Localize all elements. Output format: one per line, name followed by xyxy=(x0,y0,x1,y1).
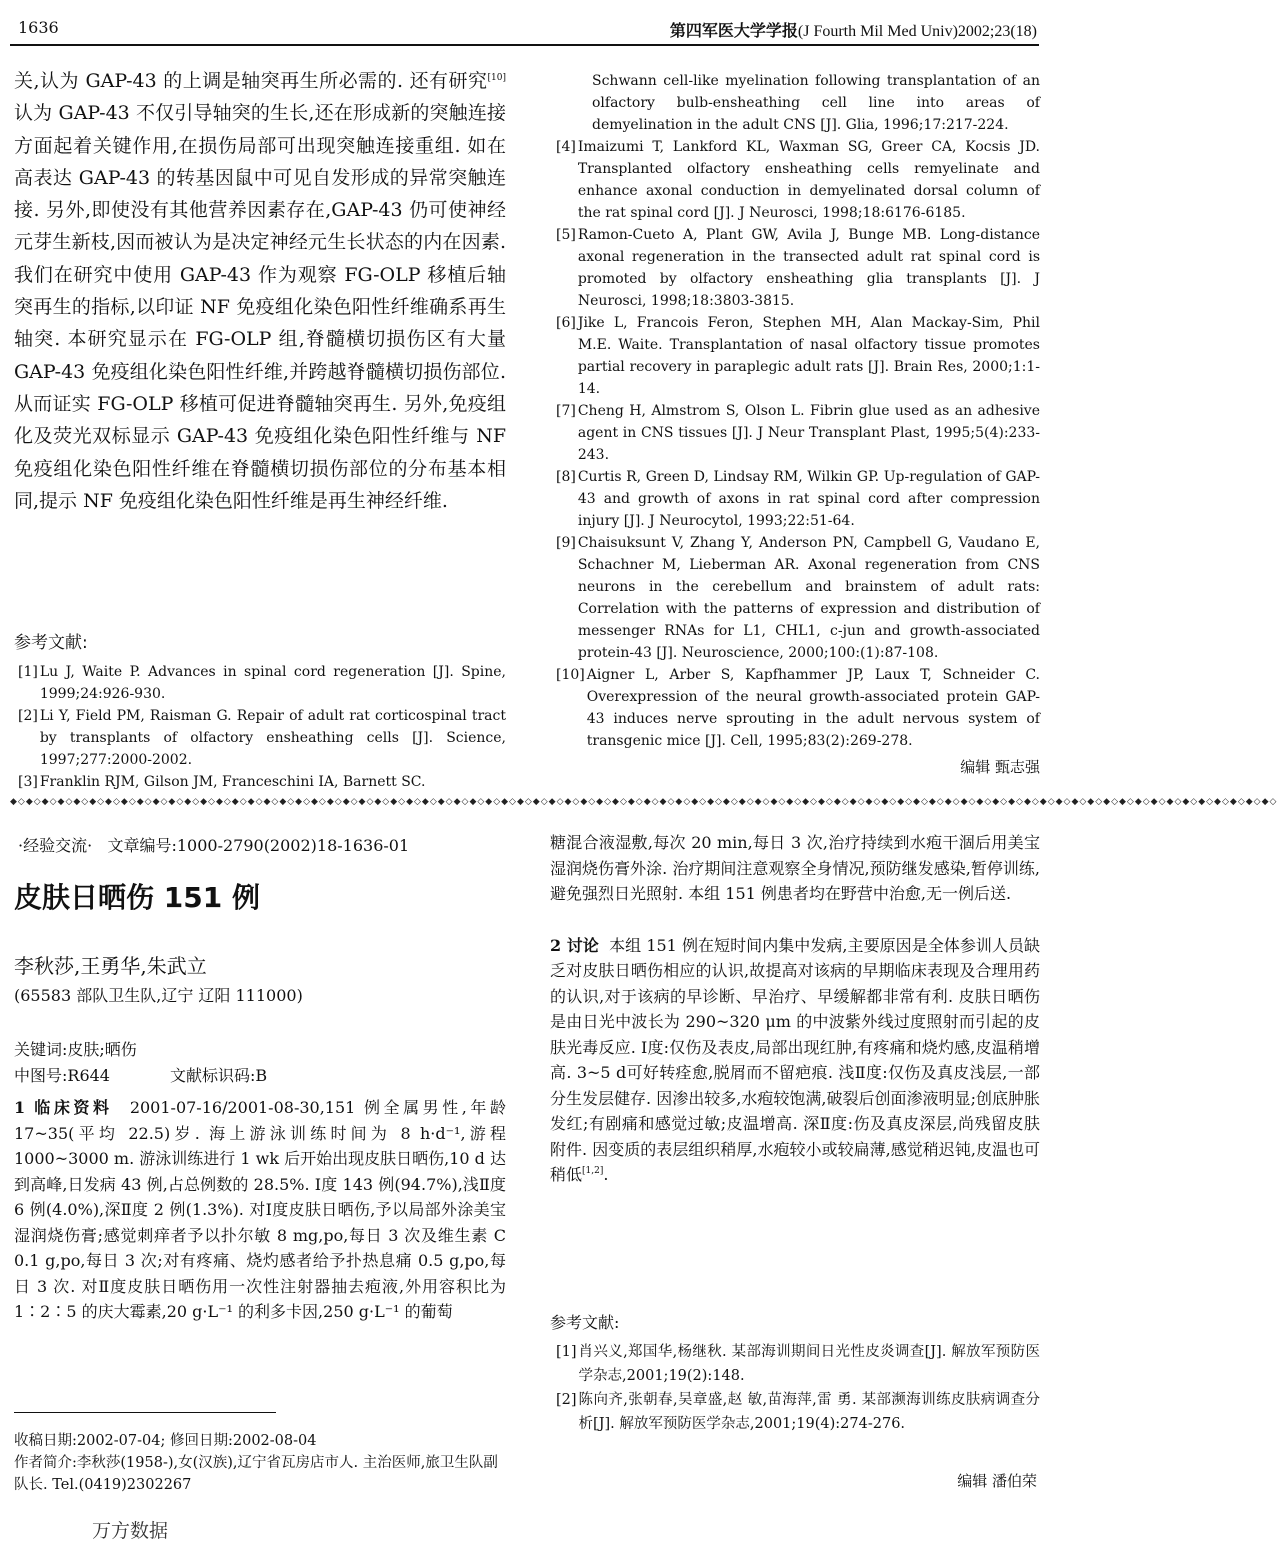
journal-citation: (J Fourth Mil Med Univ)2002;23(18) xyxy=(797,23,1037,40)
article-authors: 李秋莎,王勇华,朱武立 xyxy=(14,954,207,978)
article-affiliation: (65583 部队卫生队,辽宁 辽阳 111000) xyxy=(14,986,303,1005)
ref-number: [2] xyxy=(18,708,38,724)
prev-body-part1: 关,认为 GAP-43 的上调是轴突再生所必需的. 还有研究 xyxy=(14,70,488,92)
reference-item xyxy=(556,532,1040,664)
keywords-block xyxy=(14,1037,267,1089)
keywords: 关键词:皮肤;晒伤 xyxy=(14,1040,137,1059)
ref-number: [1] xyxy=(556,1344,577,1360)
ref-text: Curtis R, Green D, Lindsay RM, Wilkin GP. Up-regulation of GAP-43 and growth of axons in rat spinal cord after compression injury [J]. J Neurocytol, 1993;22:51-64. xyxy=(577,469,1040,529)
citation-10: [10] xyxy=(487,73,506,83)
reference-item xyxy=(556,1340,1040,1388)
column-tag-line xyxy=(18,833,409,856)
reference-item xyxy=(556,224,1040,312)
reference-item xyxy=(556,136,1040,224)
ref-number: [9] xyxy=(556,535,576,551)
article-editor: 编辑 潘伯荣 xyxy=(957,1472,1037,1490)
reference-item xyxy=(556,664,1040,752)
ref-number: [10] xyxy=(556,667,585,683)
ref-number: [2] xyxy=(556,1392,577,1408)
ref-text: Ramon-Cueto A, Plant GW, Avila J, Bunge MB. Long-distance axonal regeneration in the transected adult rat spinal cord is promoted by olfactory ensheathing glia transplants [J]. J Neurosci, 1998;18:3803-3815. xyxy=(577,227,1040,309)
journal-header xyxy=(670,18,1037,41)
reference-item xyxy=(18,661,506,705)
citation-1-2: [1,2] xyxy=(582,1166,604,1176)
prev-article-body xyxy=(14,65,506,517)
ref-text: Franklin RJM, Gilson JM, Franceschini IA, Barnett SC. xyxy=(39,774,426,790)
ref-number: [3] xyxy=(18,774,38,790)
refs2-heading: 参考文献: xyxy=(550,1313,620,1332)
prev-refs-heading xyxy=(14,628,88,653)
footnote xyxy=(14,1430,506,1496)
received-dates: 收稿日期:2002-07-04; 修回日期:2002-08-04 xyxy=(14,1433,317,1449)
page-number: 1636 xyxy=(18,18,59,37)
ref-text: Imaizumi T, Lankford KL, Waxman SG, Greer CA, Kocsis JD. Transplanted olfactory ensheathing cells remyelinate and enhance axonal conduction in demyelinated dorsal column of the rat spinal cord [J]. J Neurosci, 1998;18:6176-6185. xyxy=(577,139,1040,221)
ref-text: Jike L, Francois Feron, Stephen MH, Alan Mackay-Sim, Phil M.E. Waite. Transplantation of nasal olfactory tissue promotes partial recovery in paraplegic adult rats [J]. Brain Res, 2000;1:1-14. xyxy=(577,315,1040,397)
section-1 xyxy=(14,1095,506,1325)
right-column-body xyxy=(550,830,1040,1188)
ref-text: 肖兴义,郑国华,杨继秋. 某部海训期间日光性皮炎调查[J]. 解放军预防医学杂志,2001;19(2):148. xyxy=(578,1344,1040,1384)
reference-item xyxy=(556,466,1040,532)
reference-item xyxy=(556,400,1040,466)
section-2 xyxy=(550,933,1040,1188)
ref-text: Cheng H, Almstrom S, Olson L. Fibrin glue used as an adhesive agent in CNS tissues [J]. J Neur Transplant Plast, 1995;5(4):233-243. xyxy=(577,403,1040,463)
reference-continuation: Schwann cell-like myelination following transplantation of an olfactory bulb-ensheathing cell line into areas of demyelination in the adult CNS [J]. Glia, 1996;17:217-224. xyxy=(592,73,1040,133)
prev-editor: 编辑 甄志强 xyxy=(960,758,1040,776)
ref-text: Lu J, Waite P. Advances in spinal cord regeneration [J]. Spine, 1999;24:926-930. xyxy=(39,664,506,702)
prev-refs-left xyxy=(18,661,506,793)
section-2-end: . xyxy=(603,1165,609,1184)
ref-number: [1] xyxy=(18,664,38,680)
refs-heading-text: 参考文献: xyxy=(14,633,88,653)
ref-number: [4] xyxy=(556,139,576,155)
ref-number: [8] xyxy=(556,469,576,485)
ref-text: Aigner L, Arber S, Kapfhammer JP, Laux T, Schneider C. Overexpression of the neural growth-associated protein GAP-43 induces nerve sprouting in the adult nervous system of transgenic mice [J]. Cell, 1995;83(2):269-278. xyxy=(586,667,1040,749)
article-divider: ◆◇◆◇◆◇◆◇◆◇◆◇◆◇◆◇◆◇◆◇◆◇◆◇◆◇◆◇◆◇◆◇◆◇◆◇◆◇◆◇◆◇◆◇◆◇◆◇◆◇◆◇◆◇◆◇◆◇◆◇◆◇◆◇◆◇◆◇◆◇◆◇◆◇◆◇◆◇◆◇◆◇◆◇◆◇◆◇◆◇◆◇◆◇◆◇◆◇◆◇◆◇◆◇◆◇◆◇◆◇◆◇◆◇◆◇◆◇◆◇◆◇◆◇◆◇◆◇◆◇◆◇◆◇◆◇◆◇◆◇◆◇◆◇◆◇◆◇◆◇◆◇◆◇◆◇◆◇◆◇ xyxy=(10,797,1277,807)
ref-text: Li Y, Field PM, Raisman G. Repair of adult rat corticospinal tract by transplants of olfactory ensheathing cells [J]. Science, 1997;277:2000-2002. xyxy=(39,708,506,768)
prev-body-part2: 认为 GAP-43 不仅引导轴突的生长,还在形成新的突触连接方面起着关键作用,在损伤局部可出现突触连接重组. 如在高表达 GAP-43 的转基因鼠中可见自发形成的异常突触连接. 另外,即使没有其他营养因素存在,GAP-43 仍可使神经元芽生新枝,因而被认为是决定神经元生长状态的内在因素. 我们在研究中使用 GAP-43 作为观察 FG-OLP 移植后轴突再生的指标,以印证 NF 免疫组化染色阳性纤维确系再生轴突. 本研究显示在 FG-OLP 组,脊髓横切损伤区有大量 GAP-43 免疫组化染色阳性纤维,并跨越脊髓横切损伤部位. 从而证实 FG-OLP 移植可促进脊髓轴突再生. 另外,免疫组化及荧光双标显示 GAP-43 免疫组化染色阳性纤维与 NF 免疫组化染色阳性纤维在脊髓横切损伤部位的分布基本相同,提示 NF 免疫组化染色阳性纤维是再生神经纤维. xyxy=(14,102,506,512)
section-1-continued: 糖混合液湿敷,每次 20 min,每日 3 次,治疗持续到水疱干涸后用美宝湿润烧伤膏外涂. 治疗期间注意观察全身情况,预防继发感染,暂停训练,避免强烈日光照射. 本组 151 例患者均在野营中治愈,无一例后送. xyxy=(550,833,1040,903)
ref-number: [7] xyxy=(556,403,576,419)
section-2-heading: 2 讨论 xyxy=(550,935,599,955)
article-title: 皮肤日晒伤 151 例 xyxy=(14,881,260,914)
author-bio: 作者简介:李秋莎(1958-),女(汉族),辽宁省瓦房店市人. 主治医师,旅卫生队副队长. Tel.(0419)2302267 xyxy=(14,1455,498,1493)
section-1-heading: 1 临床资料 xyxy=(14,1098,113,1117)
reference-item xyxy=(556,312,1040,400)
article-references xyxy=(556,1340,1040,1436)
section-2-text: 本组 151 例在短时间内集中发病,主要原因是全体参训人员缺乏对皮肤日晒伤相应的认识,故提高对该病的早期临床表现及合理用药的认识,对于该病的早诊断、早治疗、早缓解都非常有利. 皮肤日晒伤是由日光中波长为 290~320 μm 的中波紫外线过度照射而引起的皮肤光毒反应. Ⅰ度:仅伤及表皮,局部出现红肿,有疼痛和烧灼感,皮温稍增高. 3~5 d可好转痊愈,脱屑而不留疤痕. 浅Ⅱ度:仅伤及真皮浅层,一部分生发层健存. 因渗出较多,水疱较饱满,破裂后创面渗液明显;创底肿胀发红;有剧痛和感觉过敏;皮温增高. 深Ⅱ度:伤及真皮深层,尚残留皮肤附件. 因变质的表层组织稍厚,水疱较小或较扁薄,感觉稍迟钝,皮温也可稍低 xyxy=(550,935,1040,1184)
header-rule xyxy=(10,44,1039,46)
ref-number: [6] xyxy=(556,315,576,331)
ref-number: [5] xyxy=(556,227,576,243)
column-tag: ·经验交流· xyxy=(18,836,93,855)
reference-item xyxy=(18,705,506,771)
article-number: 文章编号:1000-2790(2002)18-1636-01 xyxy=(107,836,410,855)
watermark-text: 万方数据 xyxy=(92,1520,169,1542)
section-1-text: 2001-07-16/2001-08-30,151 例全属男性,年龄 17~35(平均 22.5)岁. 海上游泳训练时间为 8 h·d⁻¹,游程 1000~3000 m. 游泳训练进行 1 wk 后开始出现皮肤日晒伤,10 d 达到高峰,日发病 43 例,占总例数的 28.5%. Ⅰ度 143 例(94.7%),浅Ⅱ度 6 例(4.0%),深Ⅱ度 2 例(1.3%). 对Ⅰ度皮肤日晒伤,予以局部外涂美宝湿润烧伤膏;感觉刺痒者予以扑尔敏 8 mg,po,每日 3 次及维生素 C 0.1 g,po,每日 3 次;对有疼痛、烧灼感者给予扑热息痛 0.5 g,po,每日 3 次. 对Ⅱ度皮肤日晒伤用一次性注射器抽去疱液,外用容积比为 1∶2∶5 的庆大霉素,20 g·L⁻¹ 的利多卡因,250 g·L⁻¹ 的葡萄 xyxy=(14,1098,506,1321)
doc-code: 文献标识码:B xyxy=(169,1066,268,1085)
ref-text: 陈向齐,张朝春,吴章盛,赵 敏,苗海萍,雷 勇. 某部濒海训练皮肤病调查分析[J]. 解放军预防医学杂志,2001;19(4):274-276. xyxy=(578,1392,1040,1432)
prev-refs-right xyxy=(556,70,1040,778)
footnote-rule xyxy=(14,1412,276,1413)
clc-number: 中图号:R644 xyxy=(14,1066,110,1085)
classification-line xyxy=(14,1063,267,1089)
journal-title-zh: 第四军医大学学报 xyxy=(669,23,798,40)
reference-item xyxy=(556,1388,1040,1436)
ref-text: Chaisuksunt V, Zhang Y, Anderson PN, Campbell G, Vaudano E, Schachner M, Lieberman AR. Axonal regeneration from CNS neurons in the cerebellum and brainstem of adult rats: Correlation with the patterns of expression and distribution of messenger RNAs for L1, CHL1, c-jun and growth-associated protein-43 [J]. Neuroscience, 2000;100:(1):87-108. xyxy=(577,535,1040,661)
reference-item xyxy=(18,771,506,793)
